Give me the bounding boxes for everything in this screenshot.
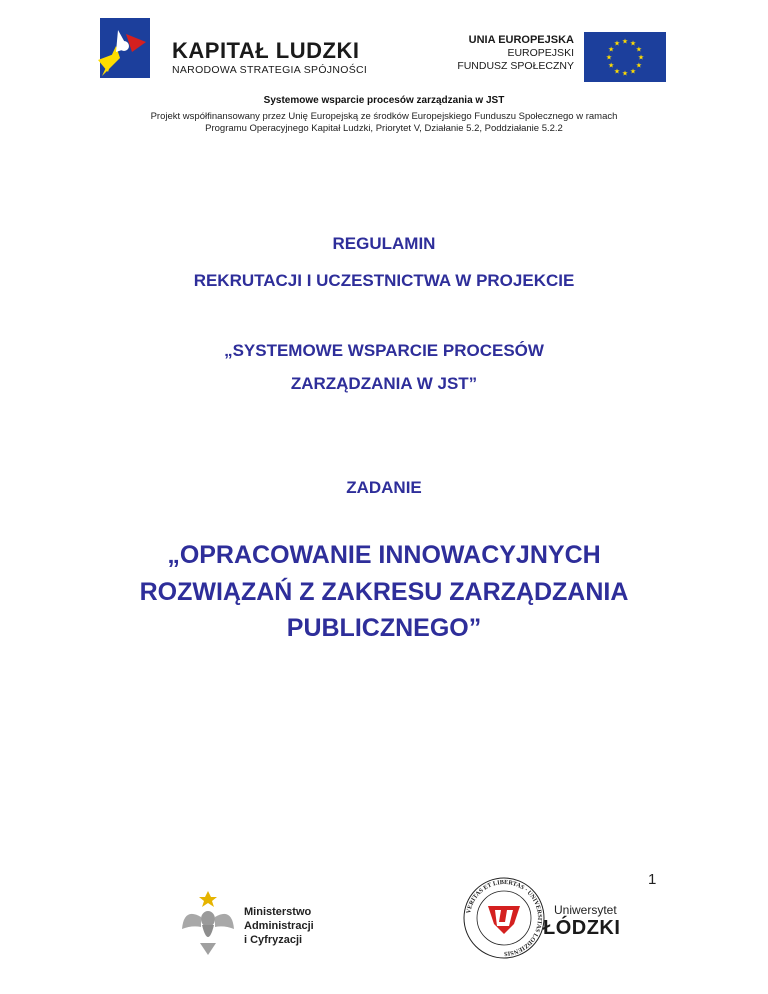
svg-text:VERITAS ET LIBERTAS · UNIVERSI: VERITAS ET LIBERTAS · UNIVERSITAS LODZIENSIS — [465, 878, 544, 958]
rekrutacji-heading: REKRUTACJI I UCZESTNICTWA W PROJEKCIE — [193, 271, 575, 290]
eu-star-icon: ★ — [629, 40, 637, 48]
university-name: ŁÓDZKI — [543, 917, 621, 939]
university-label: Uniwersytet — [554, 903, 617, 917]
task-title-line1: „OPRACOWANIE INNOWACYJNYCH — [167, 541, 601, 569]
polish-eagle-icon — [178, 889, 238, 957]
eu-text-block — [440, 34, 574, 73]
eu-star-icon: ★ — [608, 46, 615, 54]
ministry-line3: i Cyfryzacji — [244, 934, 303, 946]
eu-star-icon: ★ — [613, 68, 621, 76]
eu-star-icon: ★ — [621, 70, 629, 78]
ministry-line2: Administracji — [244, 920, 314, 932]
eu-star-icon: ★ — [608, 62, 615, 70]
regulamin-heading: REGULAMIN — [332, 234, 436, 253]
eu-star-icon: ★ — [621, 38, 629, 46]
zadanie-heading: ZADANIE — [346, 478, 422, 497]
eu-line1: UNIA EUROPEJSKA — [468, 34, 574, 46]
kapital-ludzki-logo — [96, 16, 154, 80]
kapital-ludzki-subtitle: NARODOWA STRATEGIA SPÓJNOŚCI — [172, 64, 368, 76]
eu-star-icon: ★ — [605, 54, 613, 62]
eu-line3: FUNDUSZ SPOŁECZNY — [457, 60, 574, 72]
eu-star-icon: ★ — [637, 54, 645, 62]
task-title-line2: ROZWIĄZAŃ Z ZAKRESU ZARZĄDZANIA — [139, 578, 629, 606]
university-seal-icon — [462, 876, 546, 960]
eu-star-icon: ★ — [635, 62, 642, 70]
project-description — [100, 111, 668, 135]
ministry-name — [244, 905, 314, 947]
eu-flag-icon — [584, 32, 666, 82]
project-title: Systemowe wsparcie procesów zarządzania w JST — [263, 95, 505, 106]
project-name-line2: ZARZĄDZANIA W JST” — [290, 374, 478, 393]
eu-star-icon: ★ — [613, 40, 621, 48]
eu-star-icon: ★ — [629, 68, 637, 76]
eu-star-icon: ★ — [635, 46, 642, 54]
page-number: 1 — [648, 871, 657, 888]
project-desc-line2: Programu Operacyjnego Kapitał Ludzki, Priorytet V, Działanie 5.2, Poddziałanie 5.2.2 — [205, 123, 563, 134]
project-desc-line1: Projekt współfinansowany przez Unię Europejską ze środków Europejskiego Funduszu Społecznego w ramach — [150, 111, 618, 122]
task-title-line3: PUBLICZNEGO” — [286, 614, 482, 642]
project-name-line1: „SYSTEMOWE WSPARCIE PROCESÓW — [224, 341, 544, 360]
kapital-ludzki-title: KAPITAŁ LUDZKI — [172, 38, 360, 63]
ministry-line1: Ministerstwo — [244, 906, 312, 918]
eu-line2: EUROPEJSKI — [507, 47, 574, 59]
